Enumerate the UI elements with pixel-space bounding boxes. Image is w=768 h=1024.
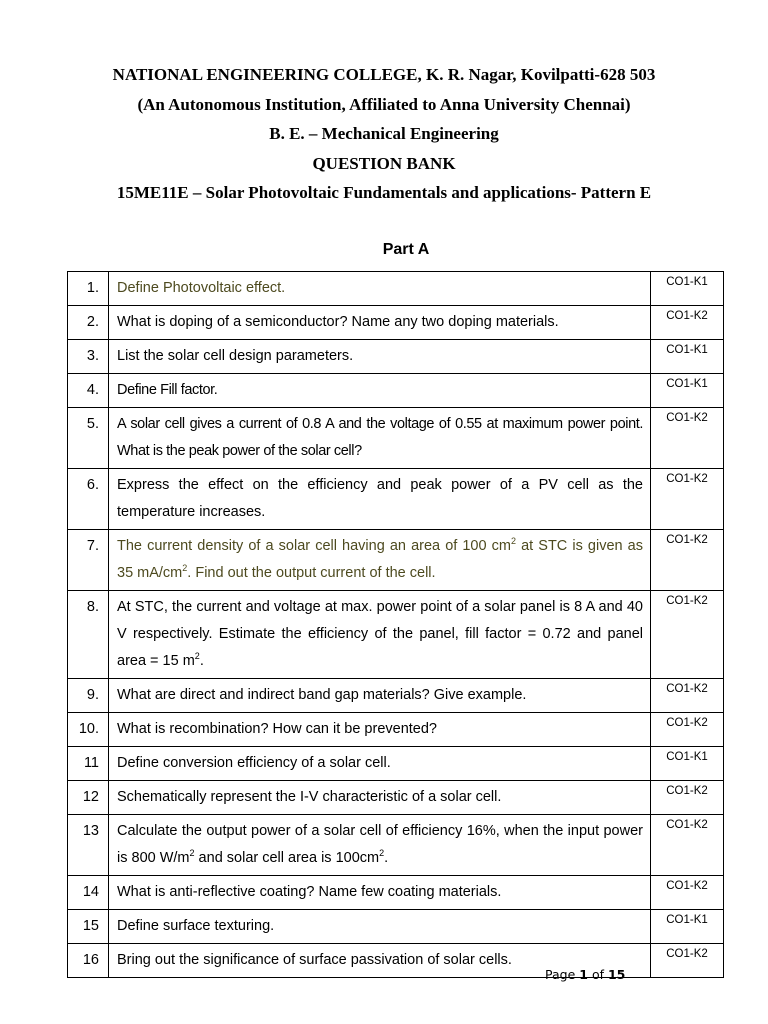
- question-text-part: What are direct and indirect band gap materials? Give example.: [117, 687, 527, 703]
- question-text: [109, 815, 651, 876]
- course-outcome-code: CO1-K2: [651, 679, 724, 713]
- page-word: Page: [545, 967, 576, 982]
- question-text: [109, 910, 651, 944]
- question-number: 1.: [68, 272, 109, 306]
- course-outcome-code: CO1-K1: [651, 374, 724, 408]
- question-text: [109, 374, 651, 408]
- superscript: 2: [189, 848, 195, 859]
- question-number: 15: [68, 910, 109, 944]
- question-row: [68, 374, 724, 408]
- part-title: Part A: [382, 241, 430, 258]
- question-number: 13: [68, 815, 109, 876]
- page-footer: [545, 967, 625, 982]
- question-number: 16: [68, 944, 109, 978]
- document-header: [0, 60, 768, 208]
- question-number: 3.: [68, 340, 109, 374]
- question-text: [109, 340, 651, 374]
- course-outcome-code: CO1-K2: [651, 815, 724, 876]
- question-text: [109, 408, 651, 469]
- course-outcome-code: CO1-K2: [651, 408, 724, 469]
- question-row: [68, 747, 724, 781]
- question-row: [68, 408, 724, 469]
- question-text-part: and solar cell area is 100cm: [194, 850, 380, 866]
- question-text-part: Define conversion efficiency of a solar cell.: [117, 755, 391, 771]
- question-text: [109, 876, 651, 910]
- question-text: [109, 469, 651, 530]
- question-text: [109, 306, 651, 340]
- question-text-part: . Find out the output current of the cell.: [187, 565, 436, 581]
- question-text-part: What is recombination? How can it be prevented?: [117, 721, 437, 737]
- question-text-part: Bring out the significance of surface passivation of solar cells.: [117, 952, 512, 968]
- course-outcome-code: CO1-K2: [651, 781, 724, 815]
- course-outcome-code: CO1-K1: [651, 910, 724, 944]
- course-outcome-code: CO1-K2: [651, 876, 724, 910]
- question-number: 10.: [68, 713, 109, 747]
- question-text: [109, 713, 651, 747]
- question-text-part: .: [384, 850, 389, 866]
- question-text-part: Express the effect on the efficiency and peak power of a PV cell as the temperature increases.: [117, 477, 643, 520]
- question-text-part: Schematically represent the I-V characteristic of a solar cell.: [117, 789, 502, 805]
- of-word: of: [591, 967, 604, 982]
- course-outcome-code: CO1-K1: [651, 747, 724, 781]
- superscript: 2: [510, 536, 516, 547]
- question-text-part: What is doping of a semiconductor? Name any two doping materials.: [117, 314, 559, 330]
- department: B. E. – Mechanical Engineering: [269, 124, 499, 143]
- course-outcome-code: CO1-K2: [651, 713, 724, 747]
- course-outcome-code: CO1-K2: [651, 944, 724, 978]
- question-text: [109, 747, 651, 781]
- question-text-part: List the solar cell design parameters.: [117, 348, 354, 364]
- question-table-body: [68, 272, 724, 978]
- question-text-part: at STC is given as 35 mA/cm: [117, 538, 643, 581]
- question-row: [68, 530, 724, 591]
- question-text-part: A solar cell gives a current of 0.8 A and the voltage of 0.55 at maximum power point. What is the peak power of the solar cell?: [117, 416, 643, 459]
- question-text-part: The current density of a solar cell having an area of 100 cm: [117, 538, 511, 554]
- college-name: NATIONAL ENGINEERING COLLEGE, K. R. Nagar, Kovilpatti-628 503: [112, 65, 656, 84]
- question-text-part: What is anti-reflective coating? Name few coating materials.: [117, 884, 502, 900]
- question-text-part: At STC, the current and voltage at max. power point of a solar panel is 8 A and 40 V respectively. Estimate the efficiency of the panel, fill factor = 0.72 and panel area = 15 m: [117, 599, 643, 669]
- question-text: [109, 272, 651, 306]
- page-total: 15: [607, 967, 626, 982]
- question-number: 8.: [68, 591, 109, 679]
- superscript: 2: [379, 848, 385, 859]
- question-row: [68, 815, 724, 876]
- document-type: QUESTION BANK: [312, 153, 456, 173]
- question-text-part: Calculate the output power of a solar cell of efficiency 16%, when the input power is 800 W/m: [117, 823, 643, 866]
- page-current: 1: [579, 967, 588, 982]
- course-title: 15ME11E – Solar Photovoltaic Fundamentals and applications- Pattern E: [116, 183, 652, 202]
- question-row: [68, 272, 724, 306]
- question-number: 9.: [68, 679, 109, 713]
- superscript: 2: [194, 651, 200, 662]
- question-number: 5.: [68, 408, 109, 469]
- question-number: 12: [68, 781, 109, 815]
- course-outcome-code: CO1-K1: [651, 272, 724, 306]
- institution-affiliation: (An Autonomous Institution, Affiliated to Anna University Chennai): [137, 94, 631, 114]
- question-row: [68, 679, 724, 713]
- question-row: [68, 876, 724, 910]
- question-text-part: .: [199, 653, 204, 669]
- question-text: [109, 591, 651, 679]
- question-row: [68, 781, 724, 815]
- question-number: 4.: [68, 374, 109, 408]
- question-row: [68, 910, 724, 944]
- question-text: [109, 781, 651, 815]
- course-outcome-code: CO1-K2: [651, 591, 724, 679]
- question-row: [68, 469, 724, 530]
- course-outcome-code: CO1-K2: [651, 530, 724, 591]
- question-text-part: Define Photovoltaic effect.: [117, 280, 286, 296]
- question-number: 14: [68, 876, 109, 910]
- question-text: [109, 530, 651, 591]
- question-text-part: Define Fill factor.: [117, 382, 218, 398]
- question-row: [68, 340, 724, 374]
- course-outcome-code: CO1-K2: [651, 469, 724, 530]
- question-text: [109, 679, 651, 713]
- question-table: [67, 271, 724, 978]
- question-row: [68, 713, 724, 747]
- question-number: 11: [68, 747, 109, 781]
- course-outcome-code: CO1-K1: [651, 340, 724, 374]
- question-row: [68, 591, 724, 679]
- superscript: 2: [182, 563, 188, 574]
- question-row: [68, 306, 724, 340]
- question-number: 7.: [68, 530, 109, 591]
- question-number: 6.: [68, 469, 109, 530]
- question-text-part: Define surface texturing.: [117, 918, 275, 934]
- question-number: 2.: [68, 306, 109, 340]
- course-outcome-code: CO1-K2: [651, 306, 724, 340]
